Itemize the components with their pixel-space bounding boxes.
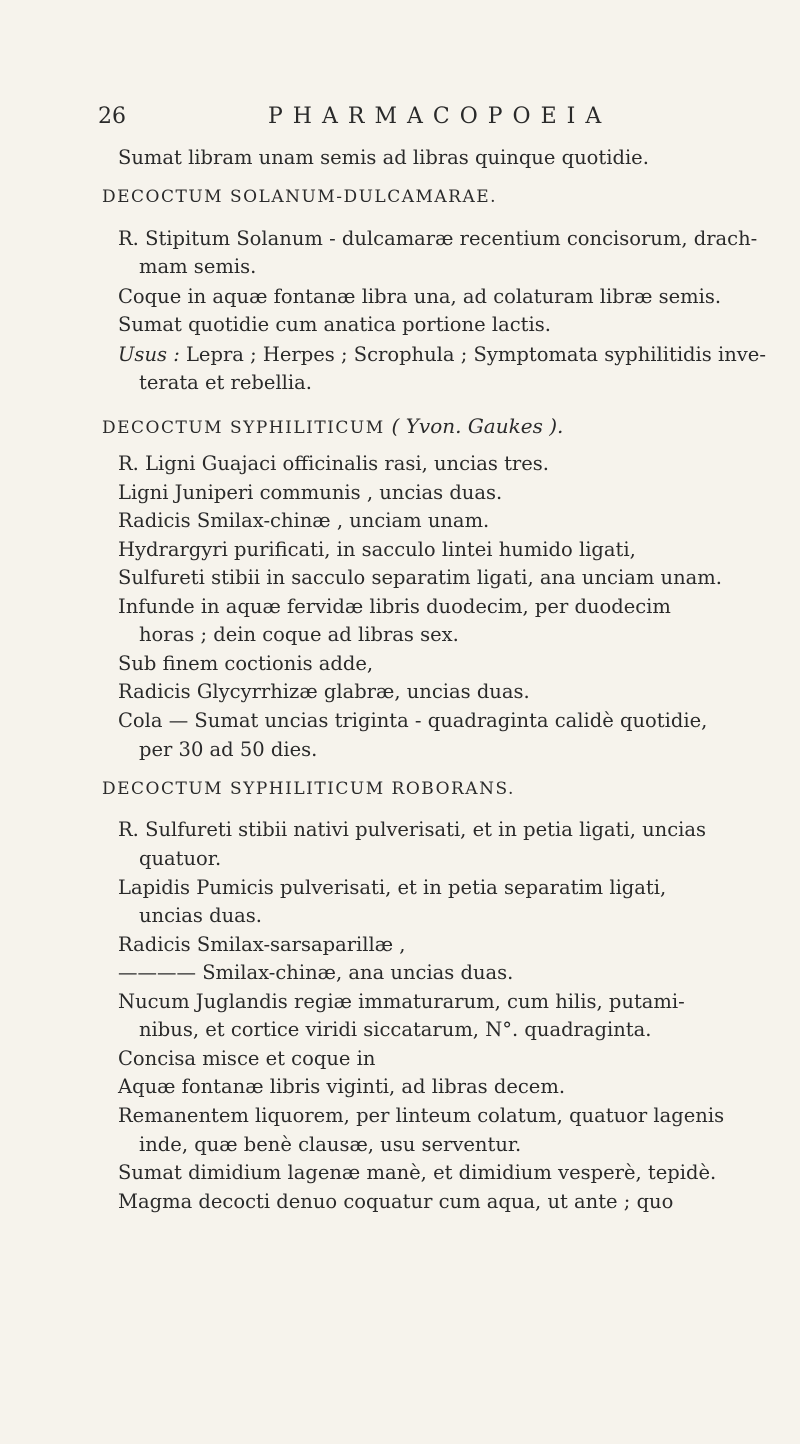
text-line: Sumat dimidium lagenæ manè, et dimidium vesperè, tepidè. (118, 1161, 717, 1184)
text-line: Concisa misce et coque in (118, 1047, 376, 1070)
text-line: R. Sulfureti stibii nativi pulverisati, et in petia ligati, uncias (118, 818, 707, 841)
text-line: Hydrargyri purificati, in sacculo lintei humido ligati, (118, 538, 636, 561)
text-line (118, 345, 766, 365)
text-line: Radicis Smilax-chinæ , unciam unam. (118, 509, 490, 532)
text-line: Sumat libram unam semis ad libras quinque quotidie. (118, 146, 649, 169)
text-line: Radicis Smilax-sarsaparillæ , (118, 933, 406, 956)
text-line: R. Stipitum Solanum - dulcamaræ recentium concisorum, drach- (118, 227, 758, 250)
text-line: uncias duas. (139, 904, 262, 927)
text-line: terata et rebellia. (139, 371, 312, 394)
text-line: Magma decocti denuo coquatur cum aqua, ut ante ; quo (118, 1190, 674, 1213)
heading-text: DECOCTUM SYPHILITICUM (102, 418, 385, 438)
text-line: inde, quæ benè clausæ, usu serventur. (139, 1133, 522, 1156)
section-heading (102, 416, 563, 437)
running-title: PHARMACOPOEIA (268, 104, 612, 129)
text-line: Lapidis Pumicis pulverisati, et in petia separatim ligati, (118, 876, 667, 899)
text-line: Ligni Juniperi communis , uncias duas. (118, 481, 503, 504)
section-heading (102, 189, 497, 206)
text-line: Cola — Sumat uncias triginta - quadraginta calidè quotidie, (118, 709, 708, 732)
text-line: Aquæ fontanæ libris viginti, ad libras decem. (118, 1075, 566, 1098)
text-line: R. Ligni Guajaci officinalis rasi, uncias tres. (118, 452, 549, 475)
text-line: Sumat quotidie cum anatica portione lactis. (118, 313, 551, 336)
text-line: Sub finem coctionis adde, (118, 652, 374, 675)
text-line: Infunde in aquæ fervidæ libris duodecim, per duodecim (118, 595, 671, 618)
heading-text: DECOCTUM SOLANUM-DULCAMARAE. (102, 187, 498, 207)
text-line: Remanentem liquorem, per linteum colatum, quatuor lagenis (118, 1104, 725, 1127)
text-line: Coque in aquæ fontanæ libra una, ad colaturam libræ semis. (118, 285, 722, 308)
text-line: ———— Smilax-chinæ, ana uncias duas. (118, 961, 514, 984)
text-line: quatuor. (139, 847, 222, 870)
page-header (98, 104, 740, 136)
heading-author: ( Yvon. Gaukes ). (391, 414, 564, 438)
text-line: horas ; dein coque ad libras sex. (139, 623, 459, 646)
heading-text: DECOCTUM SYPHILITICUM ROBORANS. (102, 779, 515, 799)
text-line: Nucum Juglandis regiæ immaturarum, cum hilis, putami- (118, 990, 685, 1013)
text-line: mam semis. (139, 255, 257, 278)
page-number: 26 (98, 104, 126, 129)
text-line: per 30 ad 50 dies. (139, 738, 318, 761)
text-line: nibus, et cortice viridi siccatarum, N°. quadraginta. (139, 1018, 652, 1041)
section-heading (102, 781, 515, 798)
text-line: Sulfureti stibii in sacculo separatim ligati, ana unciam unam. (118, 566, 722, 589)
usus-text: Lepra ; Herpes ; Scrophula ; Symptomata syphilitidis inve- (185, 343, 766, 366)
usus-label: Usus : (118, 343, 180, 366)
text-line: Radicis Glycyrrhizæ glabræ, uncias duas. (118, 680, 530, 703)
